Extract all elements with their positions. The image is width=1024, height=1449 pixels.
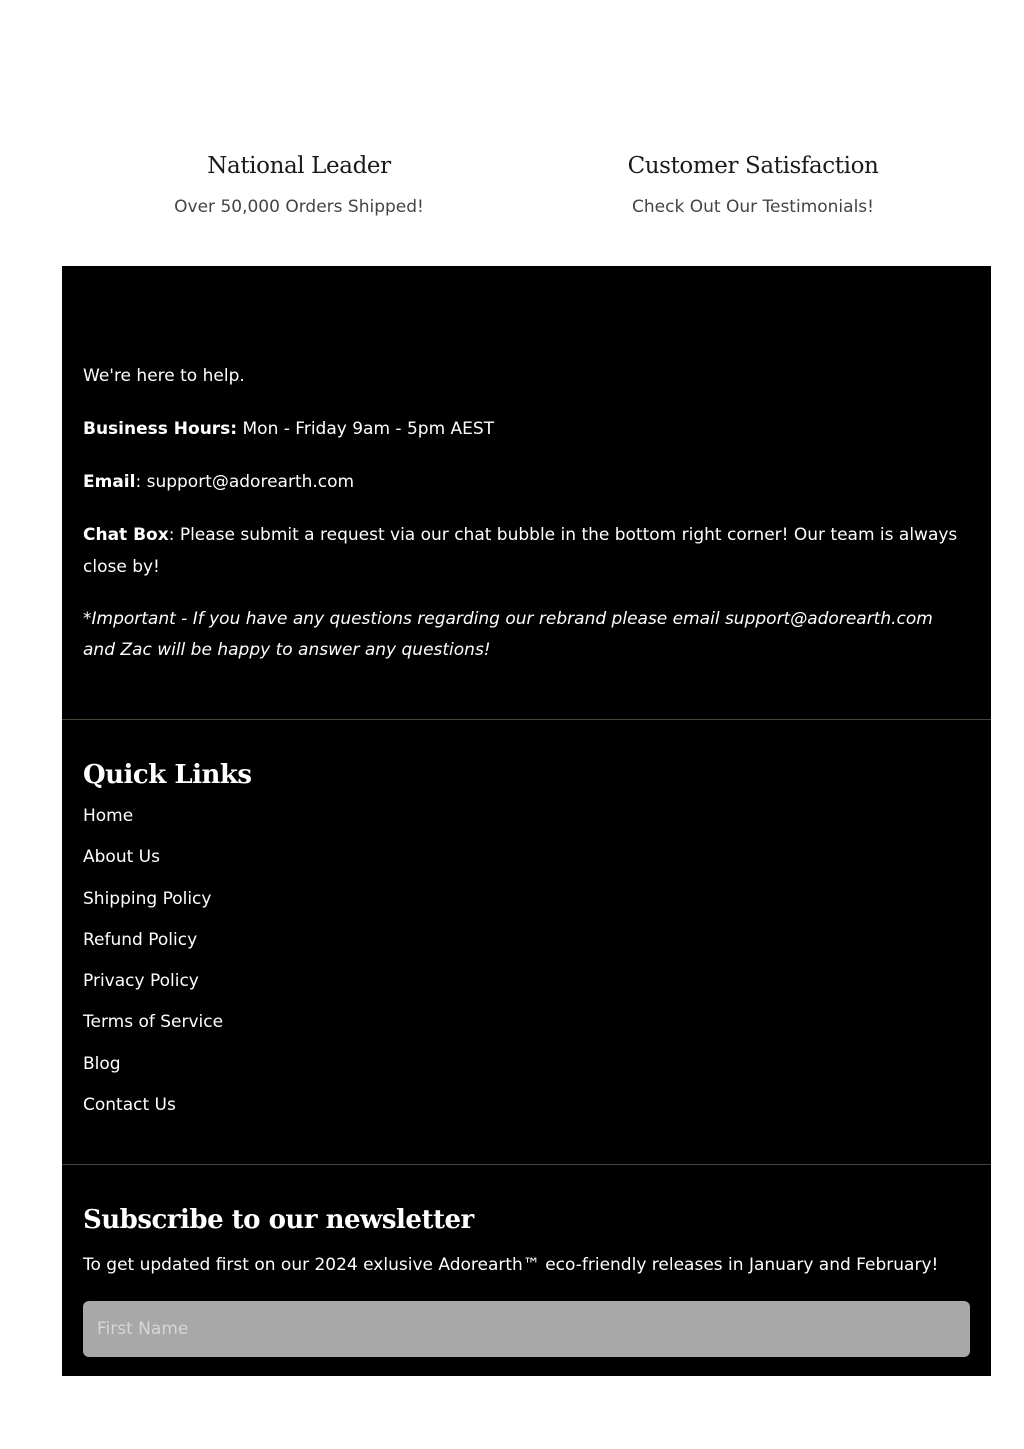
link-about-us[interactable]: About Us xyxy=(83,847,160,868)
list-item xyxy=(83,888,970,910)
quick-links-section xyxy=(62,720,991,1165)
feature-title: National Leader xyxy=(207,153,391,179)
chat-box-label: Chat Box xyxy=(83,525,169,545)
features-row xyxy=(62,150,991,230)
newsletter-description: To get updated first on our 2024 exlusive Adorearth™ eco-friendly releases in January and February! xyxy=(83,1255,939,1275)
business-hours-value: Mon - Friday 9am - 5pm AEST xyxy=(237,419,495,439)
list-item xyxy=(83,846,970,868)
first-name-field-wrapper xyxy=(83,1301,970,1357)
list-item xyxy=(83,1011,970,1033)
important-notice: *Important - If you have any questions regarding our rebrand please email support@adorearth.com and Zac will be happy to answer any questions! xyxy=(83,609,933,660)
chat-box-value: : Please submit a request via our chat bubble in the bottom right corner! Our team is always close by! xyxy=(83,525,958,577)
email-label: Email xyxy=(83,472,136,492)
link-home[interactable]: Home xyxy=(83,806,134,826)
email-value[interactable]: : support@adorearth.com xyxy=(135,472,355,492)
feature-customer-satisfaction xyxy=(543,150,963,218)
list-item xyxy=(83,1053,970,1075)
contact-email xyxy=(83,466,970,498)
feature-title: Customer Satisfaction xyxy=(627,153,879,179)
list-item xyxy=(83,805,970,827)
first-name-input[interactable] xyxy=(83,1301,970,1357)
list-item xyxy=(83,970,970,992)
feature-subtitle: Over 50,000 Orders Shipped! xyxy=(174,197,424,217)
link-refund-policy[interactable]: Refund Policy xyxy=(83,929,198,950)
list-item xyxy=(83,1094,970,1116)
site-footer xyxy=(62,266,991,1376)
link-terms-of-service[interactable]: Terms of Service xyxy=(83,1012,224,1033)
quick-links-heading: Quick Links xyxy=(83,760,252,790)
link-privacy-policy[interactable]: Privacy Policy xyxy=(83,971,199,992)
feature-national-leader xyxy=(89,150,509,218)
link-contact-us[interactable]: Contact Us xyxy=(83,1095,176,1116)
newsletter-heading: Subscribe to our newsletter xyxy=(83,1205,474,1235)
quick-links-list xyxy=(83,805,970,1116)
chat-box-info xyxy=(83,519,970,583)
business-hours-label: Business Hours: xyxy=(83,419,238,439)
contact-section xyxy=(62,266,991,720)
link-blog[interactable]: Blog xyxy=(83,1053,121,1074)
newsletter-section xyxy=(62,1165,991,1357)
link-shipping-policy[interactable]: Shipping Policy xyxy=(83,888,212,909)
list-item xyxy=(83,929,970,951)
business-hours xyxy=(83,413,970,445)
contact-intro: We're here to help. xyxy=(83,366,245,386)
feature-subtitle: Check Out Our Testimonials! xyxy=(632,197,874,217)
